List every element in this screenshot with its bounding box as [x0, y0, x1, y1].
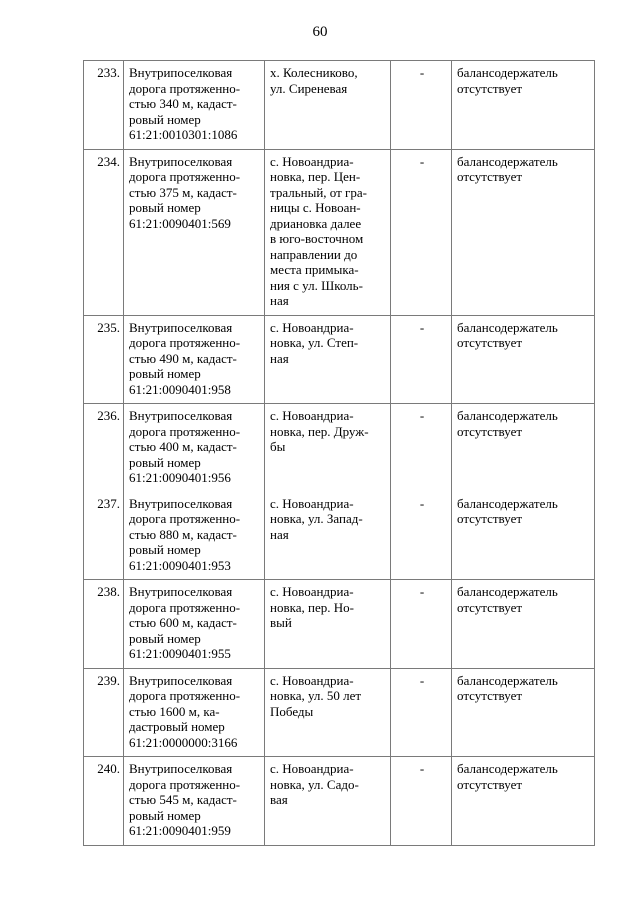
address-cell: [265, 757, 391, 846]
road-description: Внутрипоселковая дорога протяженно- стью 375 м, кадаст- ровый номер 61:21:0090401:569: [129, 153, 241, 231]
table-row: [84, 315, 595, 404]
address-cell: [265, 315, 391, 404]
owner-status: балансодержатель отсутствует: [457, 408, 558, 439]
road-name-cell: [124, 61, 265, 150]
owner-status: балансодержатель отсутствует: [457, 319, 558, 350]
dash-cell: -: [391, 404, 452, 492]
owner-status: балансодержатель отсутствует: [457, 65, 558, 96]
owner-cell: [452, 492, 595, 580]
road-name-cell: [124, 404, 265, 492]
table-row: [84, 61, 595, 150]
road-name-cell: [124, 668, 265, 757]
road-address: с. Новоандриа- новка, пер. Но- вый: [270, 584, 354, 630]
dash-cell: -: [391, 492, 452, 580]
dash-cell: -: [391, 668, 452, 757]
owner-status: балансодержатель отсутствует: [457, 584, 558, 615]
road-name-cell: [124, 757, 265, 846]
owner-cell: [452, 404, 595, 492]
address-cell: [265, 492, 391, 580]
owner-cell: [452, 149, 595, 315]
owner-status: балансодержатель отсутствует: [457, 153, 558, 184]
road-name-cell: [124, 149, 265, 315]
row-number: 238.: [84, 580, 124, 669]
row-number: 237.: [84, 492, 124, 580]
row-number: 239.: [84, 668, 124, 757]
road-address: с. Новоандриа- новка, ул. Запад- ная: [270, 495, 363, 542]
dash-cell: -: [391, 315, 452, 404]
road-description: Внутрипоселковая дорога протяженно- стью 340 м, кадаст- ровый номер 61:21:0010301:1086: [129, 65, 241, 142]
road-description: Внутрипоселковая дорога протяженно- стью 490 м, кадаст- ровый номер 61:21:0090401:958: [129, 319, 241, 397]
dash-cell: -: [391, 149, 452, 315]
table-row: [84, 404, 595, 492]
owner-cell: [452, 668, 595, 757]
address-cell: [265, 61, 391, 150]
row-number: 235.: [84, 315, 124, 404]
road-registry-table: [83, 60, 595, 846]
road-name-cell: [124, 315, 265, 404]
road-description: Внутрипоселковая дорога протяженно- стью 600 м, кадаст- ровый номер 61:21:0090401:955: [129, 584, 241, 661]
row-number: 236.: [84, 404, 124, 492]
owner-status: балансодержатель отсутствует: [457, 761, 558, 792]
owner-cell: [452, 580, 595, 669]
road-address: с. Новоандриа- новка, пер. Друж- бы: [270, 408, 369, 454]
dash-cell: -: [391, 757, 452, 846]
road-address: с. Новоандриа- новка, ул. 50 лет Победы: [270, 672, 362, 719]
road-address: с. Новоандриа- новка, пер. Цен- тральный, от гра- ницы с. Новоан- дриановка далее в юго-восточном направлении до места примыка- ния с ул. Школь- ная: [270, 153, 367, 308]
road-name-cell: [124, 492, 265, 580]
table-row: [84, 149, 595, 315]
table-row: [84, 757, 595, 846]
road-description: Внутрипоселковая дорога протяженно- стью 1600 м, ка- дастровый номер 61:21:0000000:3166: [129, 672, 241, 750]
address-cell: [265, 149, 391, 315]
road-address: х. Колесниково, ул. Сиреневая: [270, 65, 358, 96]
road-name-cell: [124, 580, 265, 669]
owner-cell: [452, 757, 595, 846]
owner-status: балансодержатель отсутствует: [457, 495, 558, 526]
owner-cell: [452, 61, 595, 150]
address-cell: [265, 580, 391, 669]
row-number: 240.: [84, 757, 124, 846]
owner-status: балансодержатель отсутствует: [457, 672, 558, 703]
road-description: Внутрипоселковая дорога протяженно- стью 545 м, кадаст- ровый номер 61:21:0090401:959: [129, 761, 241, 838]
table-row: [84, 668, 595, 757]
row-number: 234.: [84, 149, 124, 315]
road-address: с. Новоандриа- новка, ул. Степ- ная: [270, 319, 359, 366]
dash-cell: -: [391, 61, 452, 150]
owner-cell: [452, 315, 595, 404]
table-row: [84, 580, 595, 669]
road-description: Внутрипоселковая дорога протяженно- стью 400 м, кадаст- ровый номер 61:21:0090401:956: [129, 408, 241, 485]
page-number: 60: [312, 24, 328, 40]
address-cell: [265, 404, 391, 492]
road-address: с. Новоандриа- новка, ул. Садо- вая: [270, 761, 359, 807]
table-row: [84, 492, 595, 580]
row-number: 233.: [84, 61, 124, 150]
road-description: Внутрипоселковая дорога протяженно- стью 880 м, кадаст- ровый номер 61:21:0090401:953: [129, 495, 241, 573]
address-cell: [265, 668, 391, 757]
dash-cell: -: [391, 580, 452, 669]
